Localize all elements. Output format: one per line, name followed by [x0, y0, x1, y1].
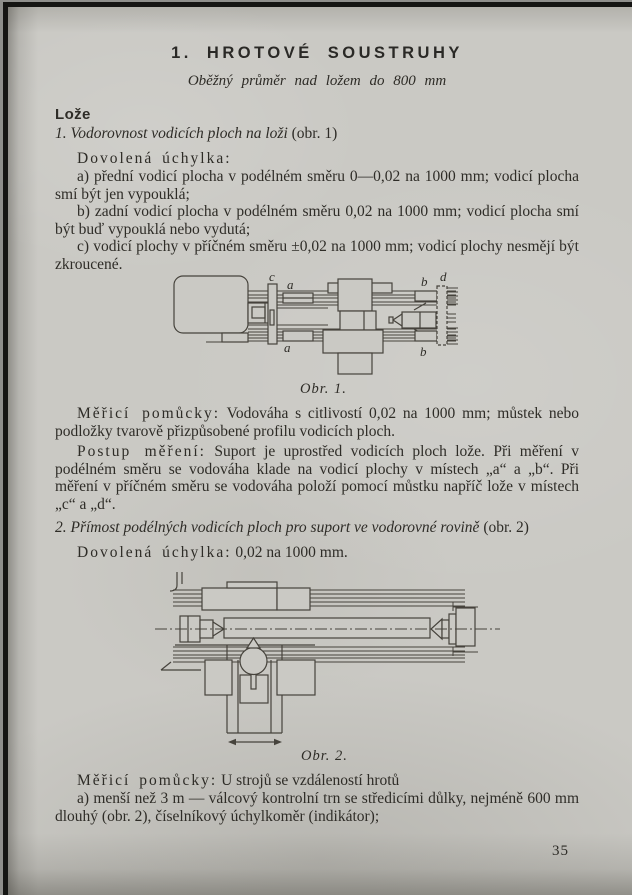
label-d: d — [440, 270, 447, 284]
travel-arrow — [228, 739, 282, 745]
method-text: Suport je uprostřed vodicích ploch lože. Při měření v podélném směru se vodováha klade na vodicí plochy v místech „a“ a „b“. Při měření v příčném směru se vodováha položí pomocí můstku napříč lože v místech „c“ a „d“. — [55, 443, 579, 513]
label-b-top: b — [421, 274, 428, 289]
item1-point-b: b) zadní vodicí plocha v podélném směru 0,02 na 1000 mm; vodicí plocha smí být buď vypouklá nebo vydutá; — [55, 203, 579, 238]
level-block-b-bottom — [415, 331, 437, 341]
item1-title: Vodorovnost vodicích ploch na loži — [70, 125, 288, 142]
item1-tolerance-heading — [55, 150, 601, 168]
level-block-a-top — [283, 293, 313, 303]
figure-1-drawing — [168, 270, 498, 400]
headstock — [202, 582, 310, 610]
item2-number: 2. — [55, 519, 67, 536]
page-title: 1. HROTOVÉ SOUSTRUHY — [171, 44, 463, 62]
carriage — [323, 279, 392, 374]
level-bridge-c — [268, 284, 277, 344]
item1-point-c: c) vodicí plochy v příčném směru ±0,02 na 1000 mm; vodicí plochy nesmějí být zkroucené. — [55, 238, 579, 273]
item1-number: 1. — [55, 125, 67, 142]
label-c: c — [269, 270, 275, 284]
item1-figure-ref: (obr. 1) — [291, 125, 338, 142]
item1-method-paragraph — [55, 443, 579, 513]
tolerance-label: Dovolená úchylka: — [77, 544, 232, 561]
section-heading: Lože — [55, 106, 91, 123]
item1-tools-paragraph — [55, 405, 579, 440]
figure-1-caption: Obr. 1. — [300, 381, 347, 397]
item2-tolerance-heading — [55, 544, 601, 562]
label-a-top: a — [287, 277, 294, 292]
figure-2 — [155, 572, 548, 765]
item1-point-a: a) přední vodicí plocha v podélném směru 0—0,02 na 1000 mm; vodicí plocha smí být jen vypouklá; — [55, 168, 579, 203]
label-a-bottom: a — [284, 340, 291, 355]
item2-title: Přímost podélných vodicích ploch pro suport ve vodorovné rovině — [70, 519, 480, 536]
item1-heading — [55, 125, 579, 143]
figure-2-drawing — [155, 572, 548, 765]
label-b-bottom: b — [420, 344, 427, 359]
tools-text: Vodováha s citlivostí 0,02 na 1000 mm; můstek nebo podložky tvarově přizpůsobené profilu vodicích ploch. — [55, 405, 579, 440]
item2-tools-paragraph — [55, 772, 601, 790]
page-number: 35 — [552, 843, 569, 859]
item2-figure-ref: (obr. 2) — [483, 519, 529, 536]
item2-point-a: a) menší než 3 m — válcový kontrolní trn se středicími důlky, nejméně 600 mm dlouhý (obr. 2), číselníkový úchylkoměr (indikátor); — [55, 790, 579, 825]
tools-label: Měřicí pomůcky: — [77, 772, 218, 789]
item2-heading — [55, 519, 579, 537]
tools-label: Měřicí pomůcky: — [77, 405, 221, 422]
level-block-b-top — [415, 291, 437, 301]
tolerance-value: 0,02 na 1000 mm. — [235, 544, 348, 561]
tools-text: U strojů se vzdáleností hrotů — [221, 772, 400, 789]
method-label: Postup měření: — [77, 443, 206, 460]
tolerance-label: Dovolená úchylka: — [77, 150, 232, 167]
figure-2-caption: Obr. 2. — [301, 748, 348, 764]
test-arbor — [224, 618, 430, 638]
figure-1 — [168, 270, 498, 400]
page-subtitle: Oběžný průměr nad ložem do 800 mm — [187, 73, 447, 89]
tailstock-centre — [431, 608, 475, 646]
